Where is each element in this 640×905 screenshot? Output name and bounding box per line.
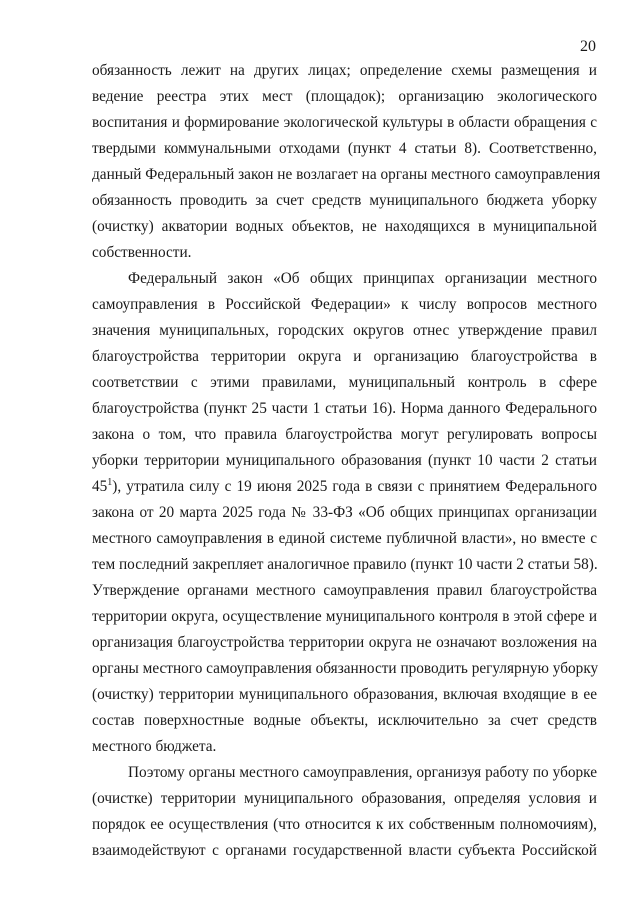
text-line-content: состав поверхностные водные объекты, исключительно за счет средств — [92, 712, 597, 729]
text-line-content: Федеральный закон «Об общих принципах организации местного — [128, 270, 597, 287]
text-line — [92, 734, 597, 760]
text-line — [92, 838, 597, 864]
text-line — [92, 370, 597, 396]
text-line — [92, 708, 597, 734]
text-line-content: местного бюджета. — [92, 738, 217, 755]
text-line — [92, 500, 597, 526]
text-line — [92, 630, 597, 656]
text-line-content: (очистку) акватории водных объектов, не находящихся в муниципальной — [92, 218, 597, 235]
text-line-content: обязанность проводить за счет средств муниципального бюджета уборку — [92, 192, 597, 209]
text-line-content: взаимодействуют с органами государственной власти субъекта Российской — [92, 842, 597, 859]
text-line-content: соответствии с этими правилами, муниципальный контроль в сфере — [92, 374, 597, 391]
text-line-content: самоуправления в Российской Федерации» к числу вопросов местного — [92, 296, 597, 313]
text-line — [92, 162, 601, 188]
text-line — [92, 604, 597, 630]
text-line-content: органы местного самоуправления обязанности проводить регулярную уборку — [92, 660, 599, 677]
text-line-content: благоустройства (пункт 25 части 1 статьи 16). Норма данного Федерального — [92, 400, 597, 417]
text-line-content: значения муниципальных, городских округов отнес утверждение правил — [92, 322, 597, 339]
text-line-content: уборки территории муниципального образования (пункт 10 части 2 статьи — [92, 452, 597, 469]
text-line — [92, 760, 597, 786]
text-line — [92, 812, 597, 838]
text-line-content: организация благоустройства территории округа не означают возложения на — [92, 634, 597, 651]
text-line-content: обязанность лежит на других лицах; определение схемы размещения и — [92, 62, 597, 79]
text-line — [92, 266, 597, 292]
document-body — [92, 58, 601, 864]
text-line — [92, 448, 597, 474]
text-line — [92, 422, 597, 448]
text-line-content: собственности. — [92, 244, 192, 261]
text-line — [92, 552, 597, 578]
text-line — [92, 136, 597, 162]
text-line — [92, 188, 597, 214]
text-line-content: Утверждение органами местного самоуправления правил благоустройства — [92, 582, 597, 599]
text-line-content: (очистку) территории муниципального образования, включая входящие в ее — [92, 686, 597, 703]
text-line — [92, 526, 597, 552]
text-line-content: (очистке) территории муниципального образования, определяя условия и — [92, 790, 597, 807]
text-line — [92, 656, 597, 682]
text-line-content: Поэтому органы местного самоуправления, организуя работу по уборке — [128, 764, 597, 781]
text-line — [92, 318, 597, 344]
text-line-content: благоустройства территории округа и организацию благоустройства в — [92, 348, 597, 365]
text-line-content: воспитания и формирование экологической культуры в области обращения с — [92, 114, 597, 131]
text-line — [92, 84, 597, 110]
text-line — [92, 578, 597, 604]
page-number: 20 — [580, 38, 596, 55]
text-line — [92, 682, 597, 708]
text-line-content: 45 — [92, 478, 108, 495]
superscript-note: 1 — [107, 476, 113, 488]
text-line — [92, 214, 597, 240]
text-line — [92, 240, 597, 266]
text-line-content: твердыми коммунальными отходами (пункт 4 статьи 8). Соответственно, — [92, 140, 597, 157]
text-line-continuation: ), утратила силу с 19 июня 2025 года в связи с принятием Федерального — [112, 478, 597, 495]
text-line — [92, 396, 597, 422]
text-line-content: данный Федеральный закон не возлагает на органы местного самоуправления — [92, 166, 601, 183]
text-line-content: тем последний закрепляет аналогичное правило (пункт 10 части 2 статьи 58). — [92, 556, 598, 573]
text-line-content: закона о том, что правила благоустройства могут регулировать вопросы — [92, 426, 597, 443]
text-line — [92, 344, 597, 370]
text-line — [92, 474, 597, 500]
text-line — [92, 292, 597, 318]
text-line-content: местного самоуправления в единой системе публичной власти», но вместе с — [92, 530, 597, 547]
text-line-content: порядок ее осуществления (что относится к их собственным полномочиям), — [92, 816, 597, 833]
text-line — [92, 110, 597, 136]
text-line-content: ведение реестра этих мест (площадок); организацию экологического — [92, 88, 597, 105]
text-line-content: закона от 20 марта 2025 года № 33-ФЗ «Об общих принципах организации — [92, 504, 597, 521]
text-line-content: территории округа, осуществление муниципального контроля в этой сфере и — [92, 608, 597, 625]
text-line — [92, 786, 597, 812]
text-line — [92, 58, 597, 84]
